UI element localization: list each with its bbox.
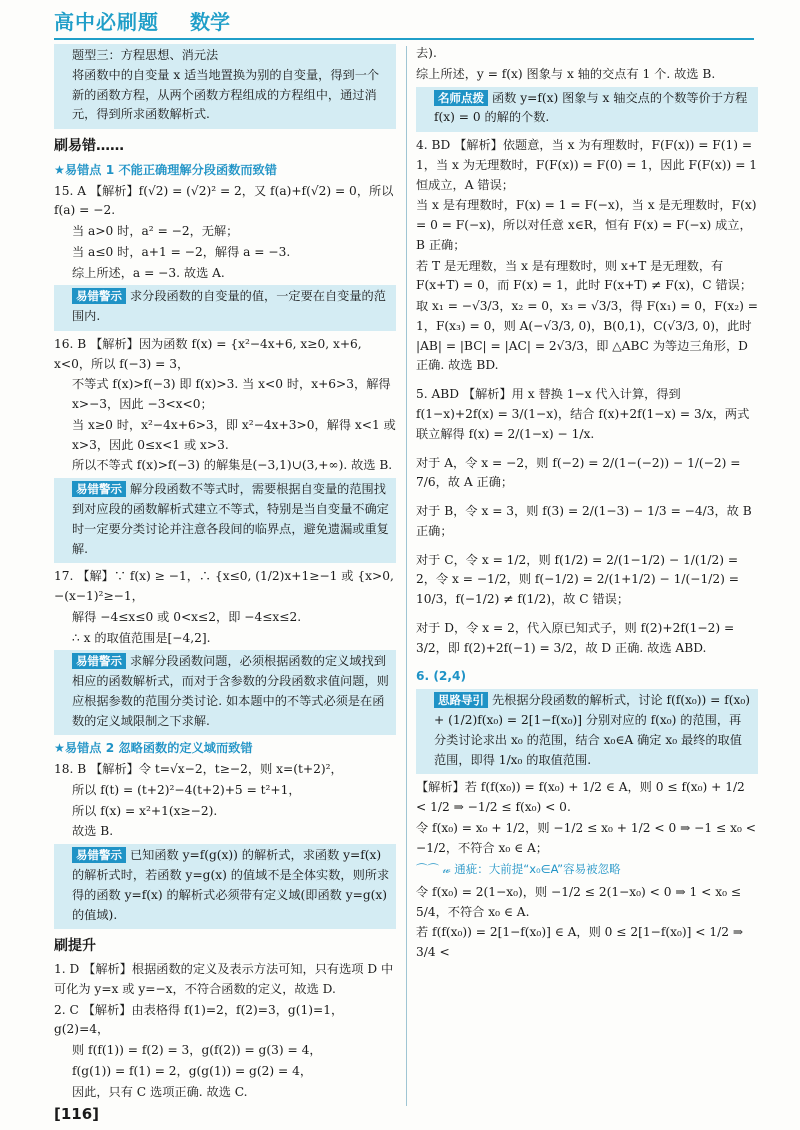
warning-tag: 易错警示 xyxy=(72,847,126,863)
q15-line: 当 a>0 时，a² = −2，无解； xyxy=(72,224,239,239)
q18-warning-box xyxy=(54,844,396,929)
p4-line: 取 x₁ = −√3/3，x₂ = 0，x₃ = √3/3，得 F(x₁) = 0，F(x₂) = 1，F(x₃) = 0，则 A(−√3/3, 0)，B(0,1)，C(√3/3, 0)，此时 |AB| = |BC| = |AC| = 2√3/3，即 △ABC 为等边三角形，D 正确. 故选 BD. xyxy=(416,299,758,373)
q17-block xyxy=(54,567,396,648)
section-errors-heading: 刷易错…… xyxy=(54,138,124,155)
p6-hint: ⌒⌒ 𝓌 通疵：大前提“x₀∈A”容易被忽略 xyxy=(416,862,621,877)
page-header xyxy=(0,0,800,44)
q16-block xyxy=(54,335,396,476)
warning-tag: 易错警示 xyxy=(72,653,126,669)
q15-warning-text: 求分段函数的自变量的值，一定要在自变量的范围内. xyxy=(72,289,386,324)
warning-tag: 易错警示 xyxy=(72,288,126,304)
q15-warning-box xyxy=(54,285,396,331)
q18-line: 故选 B. xyxy=(72,824,114,839)
p6-guide-text: 先根据分段函数的解析式，讨论 f(f(x₀)) = f(x₀) + (1/2)f(x₀) = 2[1−f(x₀)] 分别对应的 f(x₀) 的范围，再分类讨论求出 x₀ 的范围，结合 x₀∈A 确定 x₀ 最终的取值范围，即得 1/x₀ 的取值范围. xyxy=(434,693,751,767)
p5-line: 对于 D，令 x = 2，代入原已知式子，则 f(2)+2f(1−2) = 3/2，即 f(2)+2f(−1) = 3/2，故 D 正确. 故选 ABD. xyxy=(416,620,735,655)
p6-line: 【解析】若 f(f(x₀)) = f(x₀) + 1/2 ∈ A，则 0 ≤ f(x₀) + 1/2 < 1/2 ⇒ −1/2 ≤ f(x₀) < 0. xyxy=(416,780,745,815)
p3-tip-text: 函数 y=f(x) 图象与 x 轴交点的个数等价于方程 f(x) = 0 的解的个数. xyxy=(434,90,748,125)
p5-line: 对于 B，令 x = 3，则 f(3) = 2/(1−3) − 1/3 = −4/3，故 B 正确； xyxy=(416,504,752,538)
p2-line: f(g(1)) = f(1) = 2，g(g(1)) = g(2) = 4， xyxy=(72,1063,313,1078)
section-improve-heading: 刷提升 xyxy=(54,938,96,955)
q17-warning-box xyxy=(54,650,396,735)
p4-block xyxy=(416,136,758,376)
p6b-line: 令 f(x₀) = 2(1−x₀)，则 −1/2 ≤ 2(1−x₀) < 0 ⇒ 1 < x₀ ≤ 5/4，不符合 x₀ ∈ A. xyxy=(416,884,742,919)
p5-line: 5. ABD 【解析】用 x 替换 1−x 代入计算，得到 f(1−x)+2f(x) = 3/(1−x)，结合 f(x)+2f(1−x) = 3/x，两式联立解得 f(x) = 2/(1−x) − 1/x. xyxy=(416,387,750,441)
p3-continued xyxy=(416,44,758,85)
q17-line: ∴ x 的取值范围是[−4,2]. xyxy=(72,630,211,645)
subject-title: 数学 xyxy=(190,10,230,34)
p6-guide-box xyxy=(416,689,758,774)
q15-block xyxy=(54,182,396,284)
q17-line: 解得 −4≤x≤0 或 0<x≤2，即 −4≤x≤2. xyxy=(72,609,302,624)
q15-line: 当 a≤0 时，a+1 = −2，解得 a = −3. xyxy=(72,244,291,259)
left-column xyxy=(54,44,396,1104)
q17-line: 17. 【解】∵ f(x) ≥ −1，∴ {x≤0, (1/2)x+1≥−1 或 {x>0, −(x−1)²≥−1， xyxy=(54,569,394,604)
warning-tag: 易错警示 xyxy=(72,481,126,497)
p4-line: 4. BD 【解析】依题意，当 x 为有理数时，F(F(x)) = F(1) = 1，当 x 为无理数时，F(F(x)) = F(0) = 1，因此 F(F(x)) = 1 恒成立，A 错误； xyxy=(416,138,758,192)
p3-tip-box xyxy=(416,87,758,133)
p6b-line: 若 f(f(x₀)) = 2[1−f(x₀)] ∈ A，则 0 ≤ 2[1−f(x₀)] < 1/2 ⇒ 3/4 < xyxy=(416,925,744,960)
p6-block xyxy=(416,778,758,858)
right-column xyxy=(416,44,758,1104)
p3-block xyxy=(54,1103,396,1104)
p1-block xyxy=(54,960,396,1000)
p3-cont-line: 综上所述，y = f(x) 图象与 x 轴的交点有 1 个. 故选 B. xyxy=(416,66,716,81)
p3-line xyxy=(54,1103,396,1104)
page-number: [116] xyxy=(54,1105,100,1123)
intro-line: 将函数中的自变量 x 适当地置换为别的自变量，得到一个新的函数方程，从两个函数方程组成的方程组中，通过消元，得到所求函数解析式. xyxy=(72,67,380,122)
q16-line: 16. B 【解析】因为函数 f(x) = {x²−4x+6, x≥0, x+6, x<0，所以 f(−3) = 3， xyxy=(54,336,362,371)
tip-tag: 名师点拨 xyxy=(434,90,488,106)
header-rule xyxy=(54,38,754,40)
error-point-2: ★易错点 2 忽略函数的定义域而致错 xyxy=(54,741,253,756)
q18-line: 18. B 【解析】令 t=√x−2，t≥−2，则 x=(t+2)²， xyxy=(54,762,343,777)
p4-line: 当 x 是有理数时，F(x) = 1 = F(−x)，当 x 是无理数时，F(x) = 0 = F(−x)，所以对任意 x∈R，恒有 F(x) = F(−x) 成立，B 正确； xyxy=(416,198,757,252)
p2-line: 因此，只有 C 选项正确. 故选 C. xyxy=(72,1084,248,1099)
book-title: 高中必刷题 xyxy=(54,10,159,34)
p3-cont-line: 去). xyxy=(416,46,437,60)
guide-tag: 思路导引 xyxy=(434,692,488,708)
p5-line: 对于 A，令 x = −2，则 f(−2) = 2/(1−(−2)) − 1/(−2) = 7/6，故 A 正确； xyxy=(416,455,741,490)
p2-block xyxy=(54,1001,396,1103)
q18-warning-text: 已知函数 y=f(g(x)) 的解析式，求函数 y=f(x) 的解析式时，若函数 y=g(x) 的值域不是全体实数，则所求得的函数 y=f(x) 的解析式必须带有定义域(即函数 y=g(x) 的值域). xyxy=(72,848,390,922)
p6-line: 令 f(x₀) = x₀ + 1/2，则 −1/2 ≤ x₀ + 1/2 < 0 ⇒ −1 ≤ x₀ < −1/2，不符合 x₀ ∈ A； xyxy=(416,820,756,855)
p6-heading: 6. (2,4) xyxy=(416,669,467,684)
q17-warning-text: 求解分段函数问题，必须根据函数的定义域找到相应的函数解析式，而对于含参数的分段函数求值问题，则应根据参数的范围分类讨论. 如本题中的不等式必须是在函数的定义域限制之下求解. xyxy=(72,654,389,728)
q15-line: 15. A 【解析】f(√2) = (√2)² = 2，又 f(a)+f(√2) = 0，所以 f(a) = −2. xyxy=(54,183,394,218)
q15-line: 综上所述，a = −3. 故选 A. xyxy=(72,265,225,280)
q18-line: 所以 f(x) = x²+1(x≥−2). xyxy=(72,803,218,818)
intro-line: 题型三：方程思想、消元法 xyxy=(72,48,219,62)
q16-line: 所以不等式 f(x)>f(−3) 的解集是(−3,1)∪(3,+∞). 故选 B. xyxy=(72,458,393,473)
p1-line: 1. D 【解析】根据函数的定义及表示方法可知，只有选项 D 中可化为 y=x 或 y=−x，不符合函数的定义，故选 D. xyxy=(54,961,394,996)
q18-block xyxy=(54,760,396,842)
column-divider xyxy=(406,46,407,1106)
intro-box xyxy=(54,44,396,129)
p6b-block xyxy=(416,883,758,963)
p2-line: 则 f(f(1)) = f(2) = 3，g(f(2)) = g(3) = 4， xyxy=(72,1043,322,1058)
error-point-1: ★易错点 1 不能正确理解分段函数而致错 xyxy=(54,162,277,177)
p5-line: 对于 C，令 x = 1/2，则 f(1/2) = 2/(1−1/2) − 1/(1/2) = 2，令 x = −1/2，则 f(−1/2) = 2/(1+1/2) − 1/(−1/2) = 10/3，f(−1/2) ≠ f(1/2)，故 C 错误； xyxy=(416,552,739,607)
q16-warning-text: 解分段函数不等式时，需要根据自变量的范围找到对应段的函数解析式建立不等式，特别是当自变量不确定时一定要分类讨论并注意各段间的临界点，避免遗漏或重复解. xyxy=(72,482,389,556)
q18-line: 所以 f(t) = (t+2)²−4(t+2)+5 = t²+1， xyxy=(72,782,301,797)
q16-warning-box xyxy=(54,478,396,563)
q16-line: 当 x≥0 时，x²−4x+6>3，即 x²−4x+3>0，解得 x<1 或 x>3，因此 0≤x<1 或 x>3. xyxy=(72,417,396,452)
p5-block xyxy=(416,385,758,658)
q16-line: 不等式 f(x)>f(−3) 即 f(x)>3. 当 x<0 时，x+6>3，解得 x>−3，因此 −3<x<0； xyxy=(72,377,391,412)
p2-line: 2. C 【解析】由表格得 f(1)=2，f(2)=3，g(1)=1，g(2)=4， xyxy=(54,1002,344,1037)
p4-line: 若 T 是无理数，当 x 是有理数时，则 x+T 是无理数，有 F(x+T) = 0，而 F(x) = 1，此时 F(x+T) ≠ F(x)，C 错误； xyxy=(416,258,753,293)
